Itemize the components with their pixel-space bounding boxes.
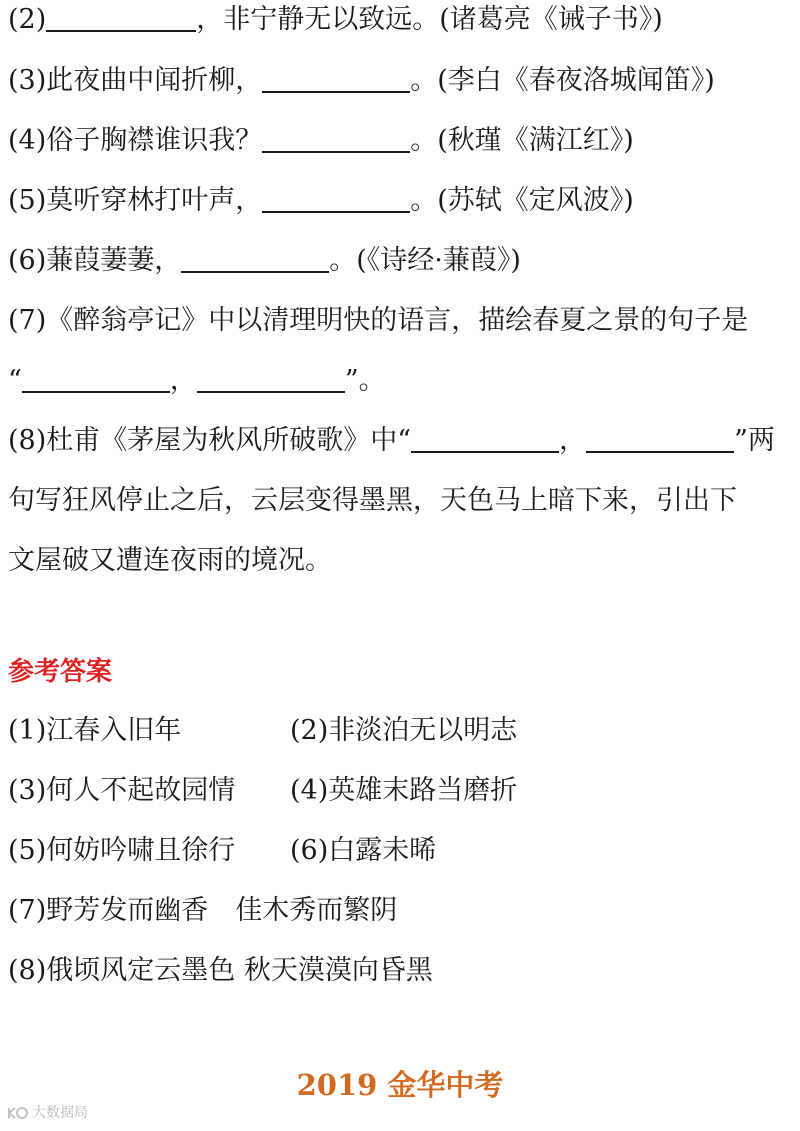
question-6-suffix: 。(《诗经·蒹葭》) (329, 245, 521, 276)
question-6-prefix: (6)蒹葭萋萋， (8, 245, 182, 276)
question-4 (8, 123, 634, 159)
question-8-text-2: 句写狂风停止之后，云层变得墨黑，天色马上暗下来，引出下 (8, 485, 737, 516)
question-8-suffix: ”两 (734, 425, 775, 456)
watermark-text: 大数据局 (32, 1105, 88, 1121)
answer-blank[interactable] (411, 427, 559, 453)
question-8 (8, 423, 775, 459)
question-8-continued (8, 483, 737, 519)
question-3-prefix: (3)此夜曲中闻折柳， (8, 65, 263, 96)
question-2-suffix: ，非宁静无以致远。(诸葛亮《诫子书》) (196, 4, 663, 35)
answer-blank[interactable] (22, 367, 170, 393)
question-7-text: (7)《醉翁亭记》中以清理明快的语言，描绘春夏之景的句子是 (8, 305, 749, 336)
question-7-blanks (8, 363, 386, 399)
answer-3: (3)何人不起故园情 (8, 775, 236, 806)
watermark (6, 1104, 88, 1122)
answer-8: (8)俄顷风定云墨色 秋天漠漠向昏黑 (8, 955, 433, 986)
answer-blank[interactable] (262, 127, 410, 153)
answer-blank[interactable] (197, 367, 345, 393)
question-2-prefix: (2) (8, 4, 47, 35)
question-2 (8, 2, 663, 38)
question-5-suffix: 。(苏轼《定风波》) (410, 185, 634, 216)
answer-5: (5)何妨吟啸且徐行 (8, 835, 236, 866)
answer-blank[interactable] (46, 6, 196, 32)
answer-7: (7)野芳发而幽香 佳木秀而繁阴 (8, 895, 398, 926)
question-4-suffix: 。(秋瑾《满江红》) (410, 125, 634, 156)
watermark-logo-icon (6, 1105, 28, 1121)
answer-6: (6)白露未晞 (290, 835, 437, 866)
answer-1: (1)江春入旧年 (8, 715, 182, 746)
answer-blank[interactable] (586, 427, 734, 453)
close-quote: ”。 (344, 365, 386, 396)
question-8-end (8, 543, 332, 579)
question-6 (8, 243, 521, 279)
answer-blank[interactable] (262, 67, 410, 93)
answer-blank[interactable] (262, 187, 410, 213)
answers-title: 参考答案 (8, 657, 113, 687)
exam-title: 2019 金华中考 (296, 1068, 504, 1102)
question-8-prefix: (8)杜甫《茅屋为秋风所破歌》中“ (8, 425, 412, 456)
question-3 (8, 63, 715, 99)
answer-4: (4)英雄末路当磨折 (290, 775, 518, 806)
comma: ， (169, 365, 197, 396)
question-5 (8, 183, 634, 219)
question-3-suffix: 。(李白《春夜洛城闻笛》) (410, 65, 715, 96)
question-5-prefix: (5)莫听穿林打叶声， (8, 185, 263, 216)
comma: ， (559, 425, 587, 456)
question-8-text-3: 文屋破又遭连夜雨的境况。 (8, 545, 332, 576)
answer-2: (2)非淡泊无以明志 (290, 715, 518, 746)
answer-blank[interactable] (181, 247, 329, 273)
question-4-prefix: (4)俗子胸襟谁识我？ (8, 125, 263, 156)
open-quote: “ (8, 365, 22, 396)
question-7 (8, 303, 748, 339)
